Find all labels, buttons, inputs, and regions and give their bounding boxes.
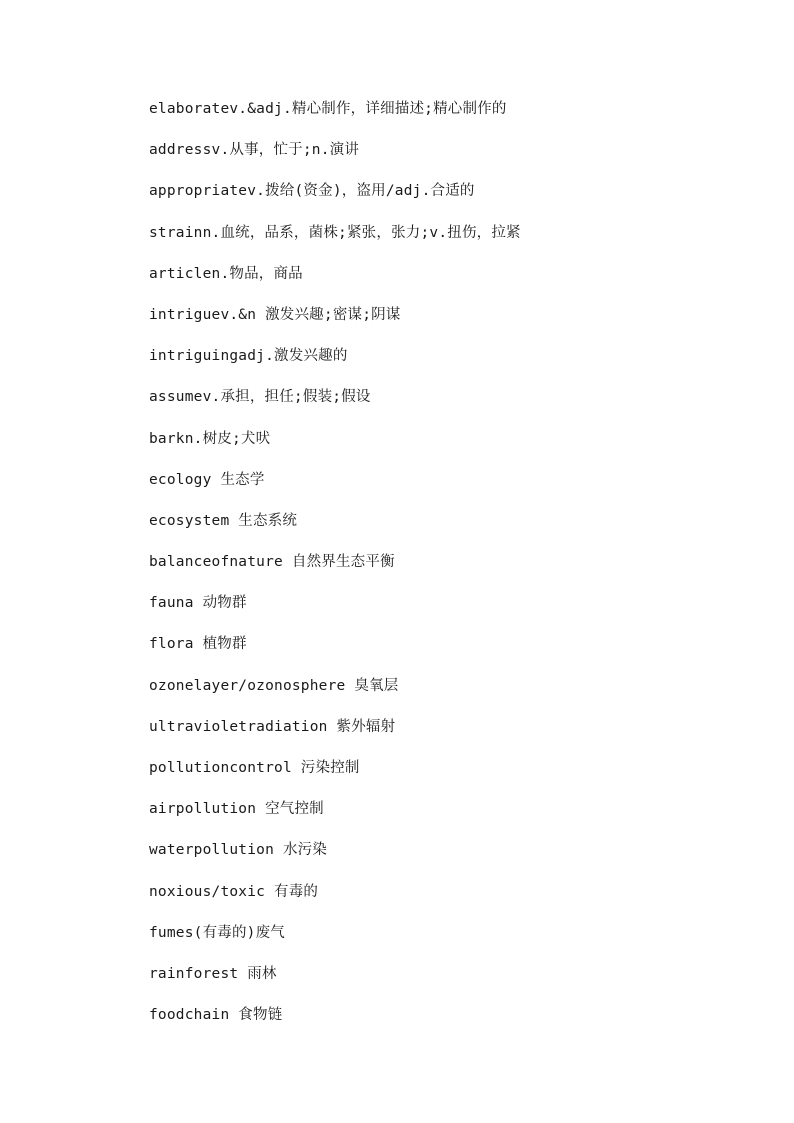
vocab-entry-text: foodchain 食物链 bbox=[149, 1007, 283, 1024]
vocab-entry bbox=[149, 301, 521, 342]
vocab-entry-text: flora 植物群 bbox=[149, 636, 247, 653]
vocab-entry bbox=[149, 960, 521, 1001]
vocab-entry-text: strainn.血统，品系，菌株;紧张，张力;v.扭伤，拉紧 bbox=[149, 224, 521, 241]
vocab-entry-text: balanceofnature 自然界生态平衡 bbox=[149, 554, 395, 571]
vocab-entry bbox=[149, 342, 521, 383]
vocab-entry bbox=[149, 548, 521, 589]
vocab-entry-text: pollutioncontrol 污染控制 bbox=[149, 760, 360, 776]
vocab-entry bbox=[149, 589, 521, 630]
vocab-entry-text: waterpollution 水污染 bbox=[149, 842, 328, 859]
vocab-entry-text: intriguev.&n 激发兴趣;密谋;阴谋 bbox=[149, 306, 401, 323]
vocab-entry bbox=[149, 919, 521, 960]
vocab-entry bbox=[149, 219, 521, 260]
vocab-entry-text: elaboratev.&adj.精心制作，详细描述;精心制作的 bbox=[149, 101, 507, 117]
vocabulary-list bbox=[149, 95, 521, 1042]
vocab-entry bbox=[149, 754, 521, 795]
vocab-entry bbox=[149, 95, 521, 136]
vocab-entry-text: ecology 生态学 bbox=[149, 471, 265, 488]
vocab-entry bbox=[149, 795, 521, 836]
vocab-entry bbox=[149, 177, 521, 218]
vocab-entry bbox=[149, 425, 521, 466]
vocab-entry bbox=[149, 878, 521, 919]
vocab-entry-text: appropriatev.拨给(资金)，盗用/adj.合适的 bbox=[149, 183, 475, 200]
vocab-entry bbox=[149, 1001, 521, 1042]
vocab-entry bbox=[149, 630, 521, 671]
vocab-entry-text: rainforest 雨林 bbox=[149, 965, 277, 982]
vocab-entry-text: barkn.树皮;犬吠 bbox=[149, 430, 271, 447]
vocab-entry bbox=[149, 466, 521, 507]
vocab-entry-text: ecosystem 生态系统 bbox=[149, 512, 298, 529]
vocab-entry-text: addressv.从事，忙于;n.演讲 bbox=[149, 142, 360, 159]
vocab-entry-text: ultravioletradiation 紫外辐射 bbox=[149, 718, 396, 735]
vocab-entry bbox=[149, 136, 521, 177]
vocab-entry bbox=[149, 507, 521, 548]
vocab-entry bbox=[149, 383, 521, 424]
vocab-entry-text: ozonelayer/ozonosphere 臭氧层 bbox=[149, 677, 399, 694]
vocab-entry-text: noxious/toxic 有毒的 bbox=[149, 883, 319, 900]
vocab-entry bbox=[149, 836, 521, 877]
vocab-entry-text: articlen.物品，商品 bbox=[149, 265, 303, 282]
vocab-entry bbox=[149, 260, 521, 301]
vocab-entry-text: airpollution 空气控制 bbox=[149, 801, 324, 818]
vocab-entry bbox=[149, 672, 521, 713]
vocab-entry bbox=[149, 713, 521, 754]
vocab-entry-text: assumev.承担，担任;假装;假设 bbox=[149, 389, 371, 406]
vocab-entry-text: intriguingadj.激发兴趣的 bbox=[149, 348, 348, 365]
vocab-entry-text: fauna 动物群 bbox=[149, 595, 247, 612]
vocab-entry-text: fumes(有毒的)废气 bbox=[149, 924, 286, 941]
